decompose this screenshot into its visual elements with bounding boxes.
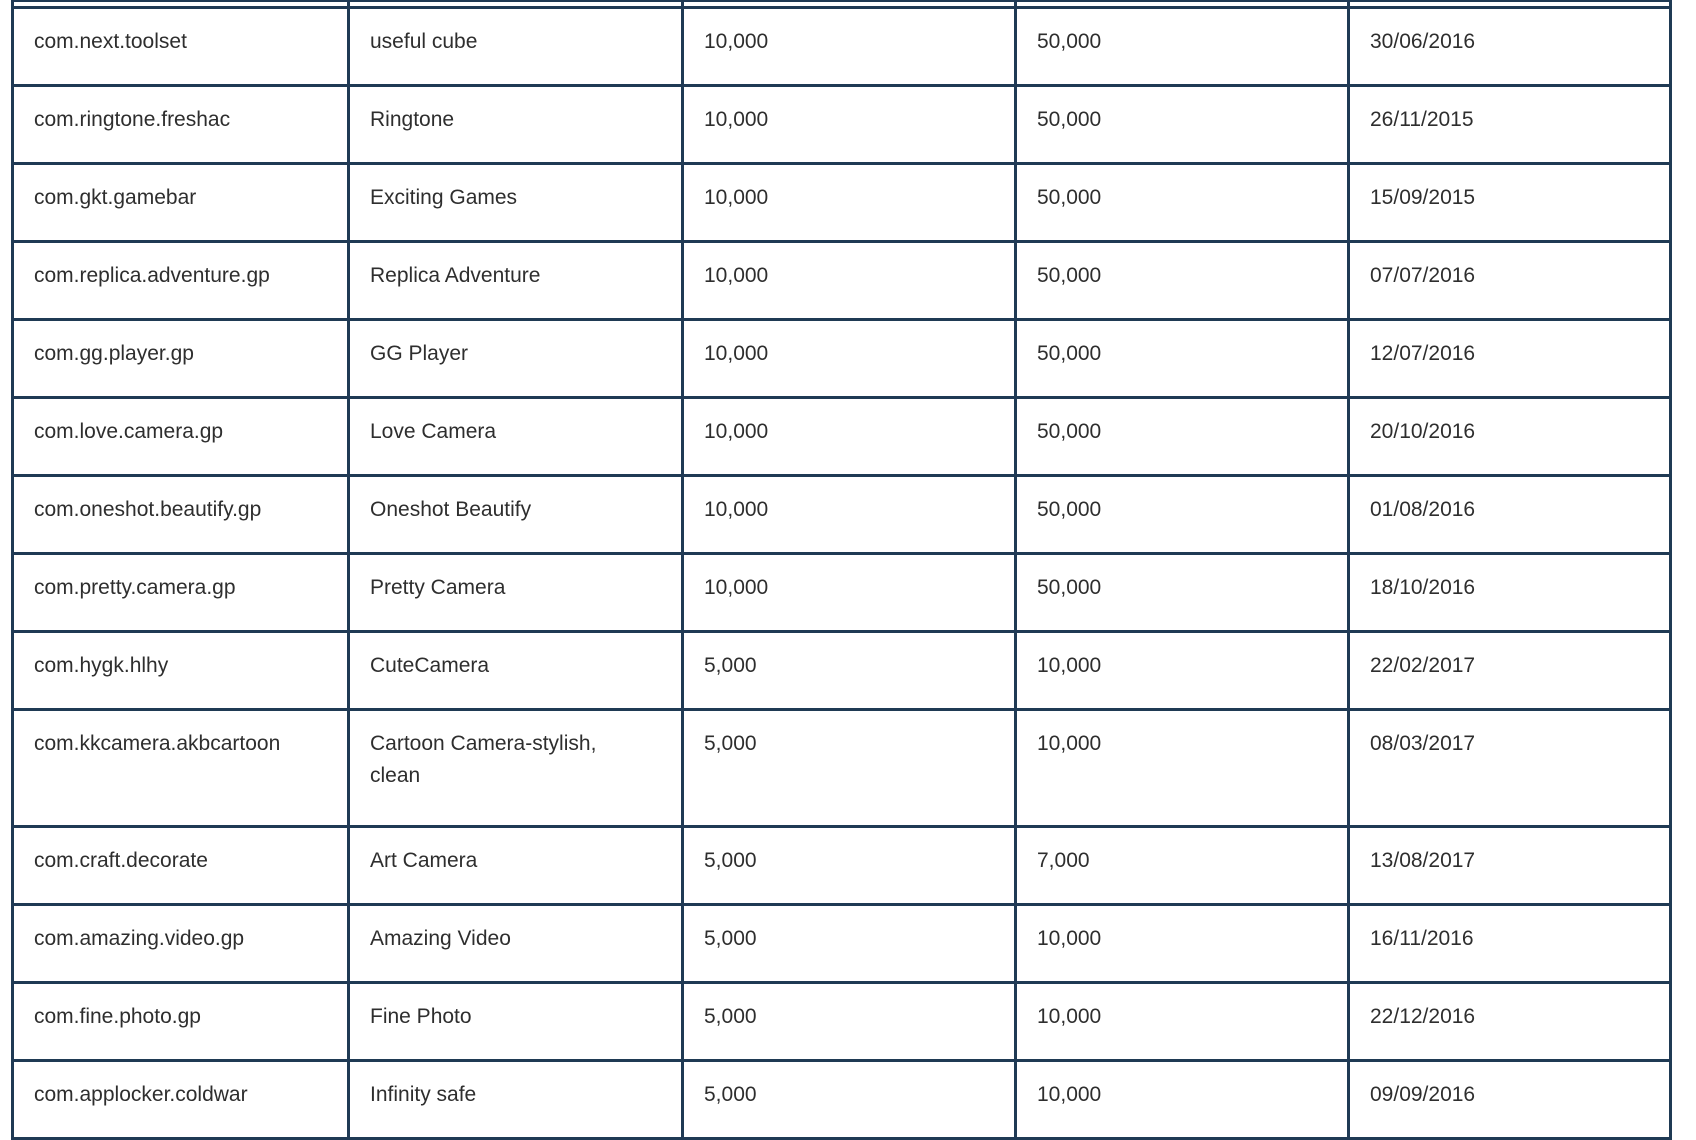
cell-count-1: 5,000	[683, 632, 1016, 710]
cell-package-name: com.replica.adventure.gp	[13, 242, 349, 320]
cell-date: 26/11/2015	[1349, 86, 1671, 164]
cell-count-1: 5,000	[683, 710, 1016, 827]
partial-cell	[349, 1, 683, 8]
cell-package-name: com.ringtone.freshac	[13, 86, 349, 164]
cell-count-2: 10,000	[1016, 710, 1349, 827]
cell-app-name: Art Camera	[349, 827, 683, 905]
cell-package-name: com.amazing.video.gp	[13, 905, 349, 983]
cell-app-name: Pretty Camera	[349, 554, 683, 632]
cell-app-name: Infinity safe	[349, 1061, 683, 1139]
partial-cell	[13, 1, 349, 8]
cell-app-name: Ringtone	[349, 86, 683, 164]
table-row	[13, 164, 1671, 242]
cell-date: 09/09/2016	[1349, 1061, 1671, 1139]
cell-app-name: Oneshot Beautify	[349, 476, 683, 554]
cell-count-2: 10,000	[1016, 983, 1349, 1061]
cell-app-name: GG Player	[349, 320, 683, 398]
apps-table	[11, 0, 1672, 1140]
cell-count-2: 50,000	[1016, 320, 1349, 398]
cell-count-1: 5,000	[683, 983, 1016, 1061]
cell-date: 13/08/2017	[1349, 827, 1671, 905]
cell-count-2: 10,000	[1016, 1061, 1349, 1139]
cell-count-1: 5,000	[683, 1061, 1016, 1139]
partial-cell	[683, 1, 1016, 8]
cell-app-name: CuteCamera	[349, 632, 683, 710]
cell-count-2: 50,000	[1016, 8, 1349, 86]
table-row	[13, 476, 1671, 554]
cell-date: 30/06/2016	[1349, 8, 1671, 86]
table-row	[13, 398, 1671, 476]
cell-package-name: com.love.camera.gp	[13, 398, 349, 476]
cell-count-1: 10,000	[683, 8, 1016, 86]
cell-package-name: com.oneshot.beautify.gp	[13, 476, 349, 554]
cell-count-2: 50,000	[1016, 164, 1349, 242]
partial-top-row	[13, 1, 1671, 8]
cell-date: 18/10/2016	[1349, 554, 1671, 632]
table-row	[13, 827, 1671, 905]
cell-count-2: 10,000	[1016, 632, 1349, 710]
table-row	[13, 242, 1671, 320]
cell-app-name: useful cube	[349, 8, 683, 86]
table-row	[13, 710, 1671, 827]
cell-package-name: com.pretty.camera.gp	[13, 554, 349, 632]
cell-date: 01/08/2016	[1349, 476, 1671, 554]
cell-count-2: 7,000	[1016, 827, 1349, 905]
cell-date: 20/10/2016	[1349, 398, 1671, 476]
table-row	[13, 86, 1671, 164]
cell-date: 08/03/2017	[1349, 710, 1671, 827]
cell-package-name: com.craft.decorate	[13, 827, 349, 905]
cell-date: 12/07/2016	[1349, 320, 1671, 398]
cell-package-name: com.kkcamera.akbcartoon	[13, 710, 349, 827]
table-row	[13, 8, 1671, 86]
table-row	[13, 554, 1671, 632]
cell-count-1: 5,000	[683, 827, 1016, 905]
cell-package-name: com.fine.photo.gp	[13, 983, 349, 1061]
cell-app-name: Exciting Games	[349, 164, 683, 242]
cell-count-1: 10,000	[683, 242, 1016, 320]
cell-package-name: com.next.toolset	[13, 8, 349, 86]
cell-app-name: Fine Photo	[349, 983, 683, 1061]
cell-date: 22/12/2016	[1349, 983, 1671, 1061]
cell-count-2: 50,000	[1016, 242, 1349, 320]
cell-package-name: com.gg.player.gp	[13, 320, 349, 398]
cell-count-1: 10,000	[683, 398, 1016, 476]
table-row	[13, 1061, 1671, 1139]
cell-count-2: 10,000	[1016, 905, 1349, 983]
cell-count-1: 10,000	[683, 476, 1016, 554]
table-row	[13, 632, 1671, 710]
cell-count-2: 50,000	[1016, 476, 1349, 554]
table-row	[13, 320, 1671, 398]
cell-count-1: 10,000	[683, 86, 1016, 164]
cell-count-1: 5,000	[683, 905, 1016, 983]
cell-count-1: 10,000	[683, 554, 1016, 632]
cell-count-2: 50,000	[1016, 554, 1349, 632]
cell-package-name: com.applocker.coldwar	[13, 1061, 349, 1139]
partial-cell	[1016, 1, 1349, 8]
cell-count-1: 10,000	[683, 164, 1016, 242]
table-row	[13, 983, 1671, 1061]
table-row	[13, 905, 1671, 983]
cell-app-name: Love Camera	[349, 398, 683, 476]
cell-app-name: Replica Adventure	[349, 242, 683, 320]
cell-date: 22/02/2017	[1349, 632, 1671, 710]
cell-count-2: 50,000	[1016, 398, 1349, 476]
cell-date: 15/09/2015	[1349, 164, 1671, 242]
cell-date: 07/07/2016	[1349, 242, 1671, 320]
cell-count-1: 10,000	[683, 320, 1016, 398]
cell-date: 16/11/2016	[1349, 905, 1671, 983]
cell-package-name: com.hygk.hlhy	[13, 632, 349, 710]
cell-app-name: Cartoon Camera-stylish, clean	[349, 710, 683, 827]
cell-package-name: com.gkt.gamebar	[13, 164, 349, 242]
cell-app-name: Amazing Video	[349, 905, 683, 983]
cell-count-2: 50,000	[1016, 86, 1349, 164]
partial-cell	[1349, 1, 1671, 8]
